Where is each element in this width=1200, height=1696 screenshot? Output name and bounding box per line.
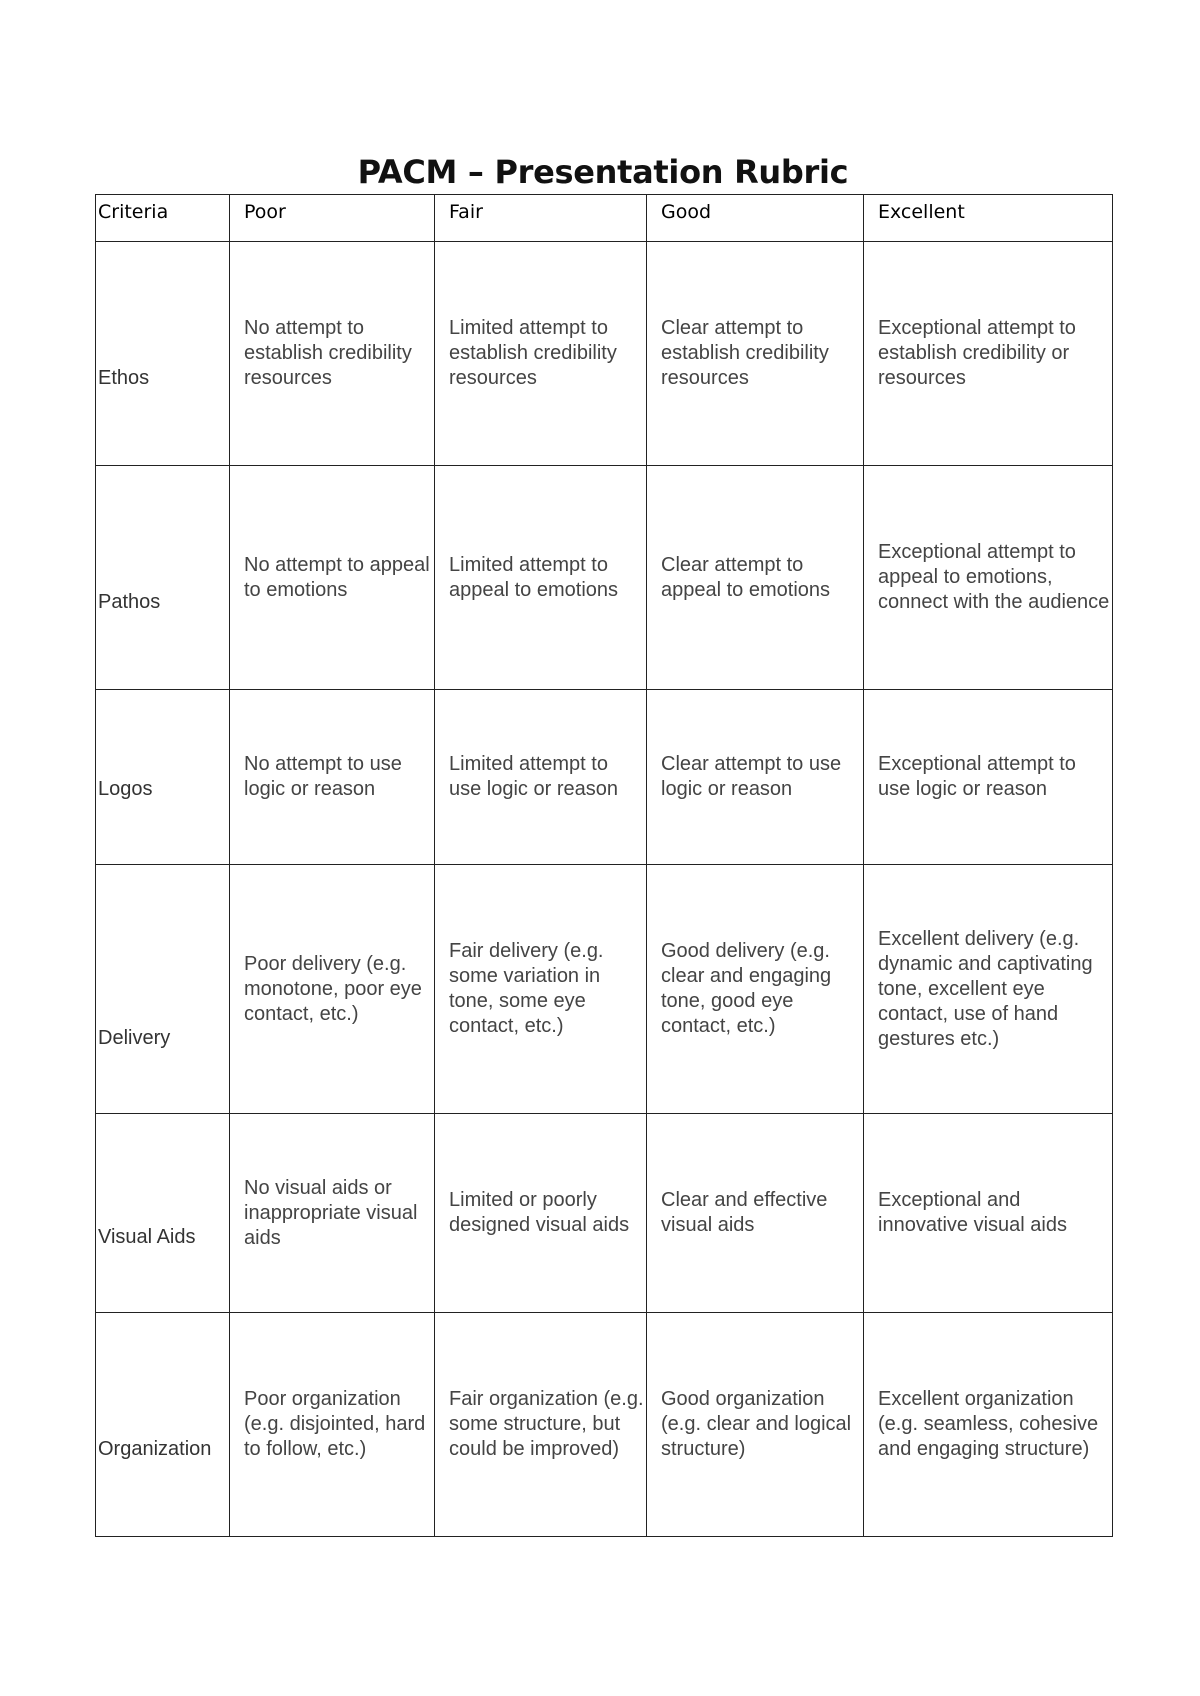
table-row	[96, 466, 1113, 690]
fair-cell: Limited or poorly designed visual aids	[435, 1114, 647, 1313]
criterion-cell: Visual Aids	[96, 1114, 230, 1313]
good-cell: Clear and effective visual aids	[647, 1114, 864, 1313]
header-fair: Fair	[435, 195, 647, 242]
table-row	[96, 1114, 1113, 1313]
page-title: PACM – Presentation Rubric	[357, 153, 849, 191]
header-criteria: Criteria	[96, 195, 230, 242]
table-row	[96, 242, 1113, 466]
poor-cell: No attempt to appeal to emotions	[230, 466, 435, 690]
good-cell: Clear attempt to establish credibility resources	[647, 242, 864, 466]
criterion-cell: Organization	[96, 1313, 230, 1537]
fair-cell: Fair delivery (e.g. some variation in tone, some eye contact, etc.)	[435, 865, 647, 1114]
criterion-cell: Logos	[96, 690, 230, 865]
poor-cell: No attempt to establish credibility resources	[230, 242, 435, 466]
poor-cell: No visual aids or inappropriate visual aids	[230, 1114, 435, 1313]
good-cell: Clear attempt to use logic or reason	[647, 690, 864, 865]
good-cell: Good delivery (e.g. clear and engaging tone, good eye contact, etc.)	[647, 865, 864, 1114]
header-excellent: Excellent	[864, 195, 1113, 242]
header-good: Good	[647, 195, 864, 242]
excellent-cell: Excellent delivery (e.g. dynamic and captivating tone, excellent eye contact, use of hand gestures etc.)	[864, 865, 1113, 1114]
criterion-cell: Delivery	[96, 865, 230, 1114]
excellent-cell: Exceptional attempt to use logic or reason	[864, 690, 1113, 865]
criterion-cell: Pathos	[96, 466, 230, 690]
excellent-cell: Exceptional attempt to appeal to emotions, connect with the audience	[864, 466, 1113, 690]
table-row	[96, 865, 1113, 1114]
fair-cell: Fair organization (e.g. some structure, but could be improved)	[435, 1313, 647, 1537]
rubric-table	[95, 194, 1113, 1537]
fair-cell: Limited attempt to appeal to emotions	[435, 466, 647, 690]
header-row	[96, 195, 1113, 242]
header-poor: Poor	[230, 195, 435, 242]
table-row	[96, 1313, 1113, 1537]
good-cell: Good organization (e.g. clear and logical structure)	[647, 1313, 864, 1537]
poor-cell: No attempt to use logic or reason	[230, 690, 435, 865]
fair-cell: Limited attempt to establish credibility resources	[435, 242, 647, 466]
fair-cell: Limited attempt to use logic or reason	[435, 690, 647, 865]
excellent-cell: Exceptional and innovative visual aids	[864, 1114, 1113, 1313]
excellent-cell: Exceptional attempt to establish credibility or resources	[864, 242, 1113, 466]
poor-cell: Poor delivery (e.g. monotone, poor eye contact, etc.)	[230, 865, 435, 1114]
poor-cell: Poor organization (e.g. disjointed, hard to follow, etc.)	[230, 1313, 435, 1537]
table-row	[96, 690, 1113, 865]
excellent-cell: Excellent organization (e.g. seamless, cohesive and engaging structure)	[864, 1313, 1113, 1537]
good-cell: Clear attempt to appeal to emotions	[647, 466, 864, 690]
criterion-cell: Ethos	[96, 242, 230, 466]
